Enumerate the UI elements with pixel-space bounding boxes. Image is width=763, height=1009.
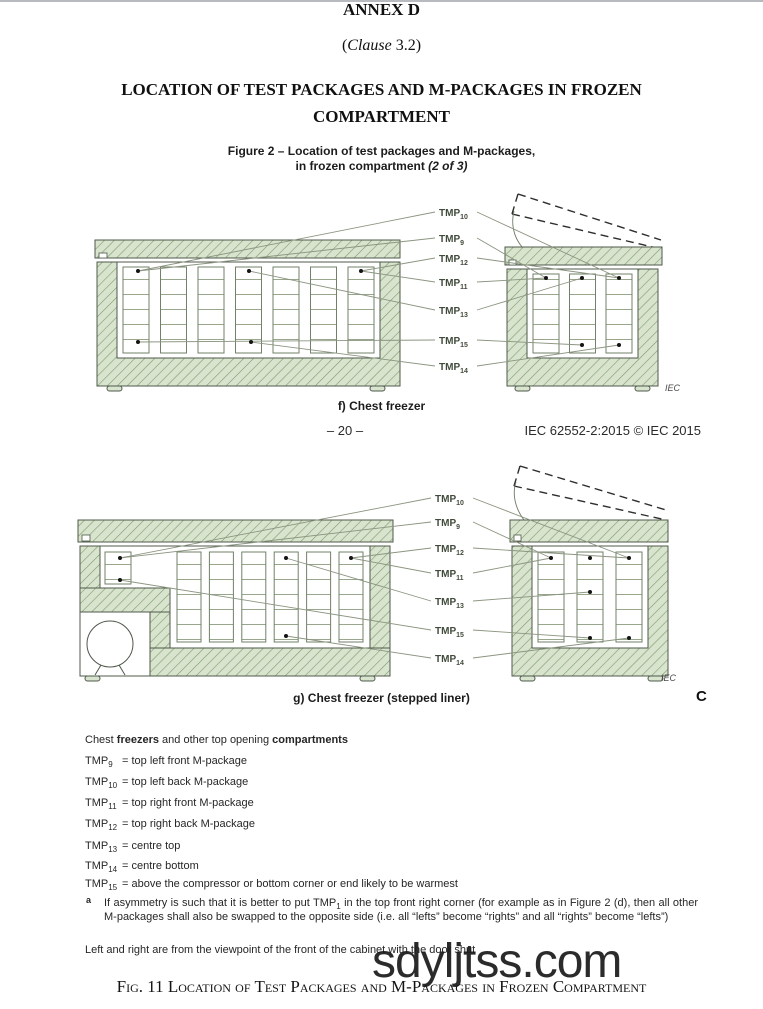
legend-heading [85, 734, 348, 746]
open-lid-dashed [512, 194, 661, 249]
package-grid-side [533, 274, 632, 353]
figure-g-caption: g) Chest freezer (stepped liner) [293, 691, 470, 705]
svg-text:TMP15: $TMP_{15}$ [435, 626, 464, 639]
iec-credit-f: IEC [665, 383, 681, 393]
clause-rest: 3.2) [391, 37, 422, 54]
footnote-marker: a [86, 895, 92, 905]
footnote-pre: If asymmetry is such that it is better to put TMP [104, 897, 337, 909]
page-number: – 20 – [326, 423, 364, 438]
freezer-side-view [505, 194, 662, 391]
legend-item-tmp15: $TMP_{15}$ = above the compressor or bottom corner or end likely to be warmest [85, 878, 458, 892]
main-title-line1: LOCATION OF TEST PACKAGES AND M-PACKAGES IN FROZEN [121, 80, 642, 99]
svg-text:TMP12: $TMP_{12}$ [435, 544, 464, 557]
svg-text:TMP13: $TMP_{13}$ [439, 306, 468, 319]
package-grid-front [123, 267, 374, 353]
figure-f-diagram [85, 190, 715, 422]
svg-text:TMP15: $TMP_{15}$ [439, 336, 468, 349]
figure2-caption [0, 144, 763, 174]
main-title [0, 76, 763, 130]
figure2-caption-line1: Figure 2 – Location of test packages and M-packages, [227, 144, 536, 158]
compressor-compartment [80, 612, 150, 676]
main-title-line2: COMPARTMENT [313, 107, 450, 126]
svg-text:TMP14: $TMP_{14}$ [439, 362, 468, 375]
clause-reference [0, 37, 763, 55]
legend-item-tmp11: $TMP_{11}$ = top right front M-package [85, 797, 254, 811]
svg-text:TMP11: $TMP_{11}$ [435, 569, 464, 582]
viewpoint-note: Left and right are from the viewpoint of the front of the cabinet with the door shut [85, 944, 476, 956]
svg-text:TMP10: $TMP_{10}$ [435, 494, 464, 507]
freezer-stepped-side-view [510, 466, 668, 681]
watermark: sdyljtss.com [372, 935, 622, 988]
footnote-text [104, 897, 698, 924]
svg-text:TMP13: $TMP_{13}$ [435, 597, 464, 610]
figure2-caption-line2 [0, 159, 763, 174]
svg-text:TMP12: $TMP_{12}$ [439, 254, 468, 267]
footnote-post: in the top front right corner (for example as in Figure 2 (d), then all other M-packages shall also be swapped to the opposite side (i.e. all “lefts” become “rights” and all “rights” become “lefts”) [104, 897, 698, 923]
legend-heading-bold2: compartments [272, 734, 348, 746]
footnote-sub: 1 [336, 902, 341, 911]
svg-text:TMP10: $TMP_{10}$ [439, 208, 468, 221]
legend-item-tmp13: $TMP_{13}$ = centre top [85, 840, 181, 854]
tmp-labels-f [439, 208, 468, 375]
clause-word: Clause [347, 37, 392, 54]
document-reference: IEC 62552-2:2015 © IEC 2015 [524, 423, 701, 438]
margin-letter-c: C [696, 688, 707, 705]
svg-text:TMP14: $TMP_{14}$ [435, 654, 464, 667]
svg-text:TMP9: $TMP_9$ [435, 518, 461, 531]
legend-heading-pre: Chest [85, 734, 117, 746]
figure-g-diagram [65, 460, 715, 705]
legend-item-tmp12: $TMP_{12}$ = top right back M-package [85, 818, 255, 832]
open-lid-dashed-g [514, 466, 666, 520]
svg-text:TMP9: $TMP_9$ [439, 234, 465, 247]
freezer-stepped-front-view [78, 520, 393, 681]
legend-item-tmp10: $TMP_{10}$ = top left back M-package [85, 776, 249, 790]
figure2-caption-line2-main: in frozen compartment [295, 159, 429, 173]
figure2-caption-line2-part: (2 of 3) [428, 159, 468, 173]
legend-item-tmp9: $TMP_9$ = top left front M-package [85, 755, 248, 769]
bottom-figure-caption: Fig. 11 Location of Test Packages and M-Packages in Frozen Compartment [116, 977, 647, 996]
freezer-front-view [95, 240, 400, 391]
svg-text:TMP11: $TMP_{11}$ [439, 278, 468, 291]
annex-title: ANNEX D [343, 0, 420, 19]
legend-heading-mid: and other top opening [159, 734, 273, 746]
legend-item-tmp14: $TMP_{14}$ = centre bottom [85, 860, 199, 874]
figure-f-caption: f) Chest freezer [337, 399, 426, 413]
legend-heading-bold1: freezers [116, 734, 159, 746]
package-grid-side-g [538, 552, 642, 642]
compressor-icon [87, 621, 133, 667]
iec-credit-g: IEC [661, 673, 677, 683]
tmp-labels-g [435, 494, 464, 667]
clause-open: ( [341, 37, 348, 54]
